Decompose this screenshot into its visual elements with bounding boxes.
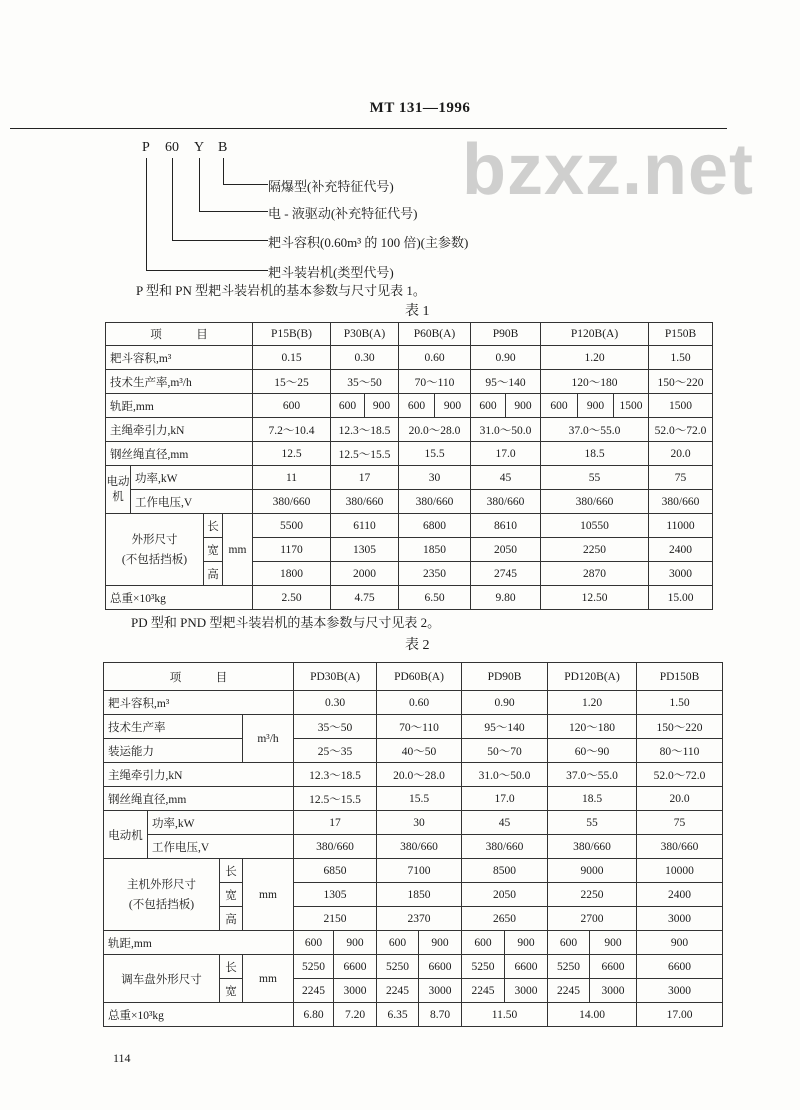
table-cell: 6.50 [399, 586, 471, 610]
connector-line-b [223, 158, 268, 185]
table-cell: 2245 [294, 979, 334, 1003]
table-cell: 工作电压,V [131, 490, 253, 514]
table-cell: 12.5～15.5 [294, 787, 377, 811]
table-cell: 52.0～72.0 [649, 418, 713, 442]
table-cell: 1.50 [637, 691, 723, 715]
table-cell: 18.5 [541, 442, 649, 466]
table-cell: 380/660 [399, 490, 471, 514]
table-cell: 4.75 [331, 586, 399, 610]
table-cell: 5250 [462, 955, 505, 979]
table-cell: 7.2～10.4 [253, 418, 331, 442]
table-cell: m³/h [243, 715, 294, 763]
table-cell: 6.35 [377, 1003, 419, 1027]
table-cell: 长 [220, 859, 243, 883]
table-row [104, 763, 723, 787]
table-cell: 380/660 [649, 490, 713, 514]
table-cell: 1.20 [548, 691, 637, 715]
table-cell: 宽 [220, 883, 243, 907]
table-cell: mm [243, 859, 294, 931]
table-cell: 2745 [471, 562, 541, 586]
table-cell: 主绳牵引力,kN [104, 763, 294, 787]
table-cell: 6600 [637, 955, 723, 979]
table-cell: 30 [399, 466, 471, 490]
table-cell: 95～140 [471, 370, 541, 394]
table-cell: 6850 [294, 859, 377, 883]
table-cell: 8610 [471, 514, 541, 538]
table-header-cell: P150B [649, 323, 713, 346]
table-cell: 3000 [505, 979, 548, 1003]
table2-caption: 表 2 [405, 638, 430, 653]
table-cell: 9000 [548, 859, 637, 883]
table-cell: 1170 [253, 538, 331, 562]
table-cell: 高 [204, 562, 223, 586]
table-cell: 1.50 [649, 346, 713, 370]
table-row [106, 490, 713, 514]
table-cell: 7.20 [334, 1003, 377, 1027]
table-header-cell: PD120B(A) [548, 663, 637, 691]
table-cell: 2250 [541, 538, 649, 562]
watermark: bzxz.net [462, 130, 755, 210]
table-cell: 2245 [377, 979, 419, 1003]
table-row [106, 418, 713, 442]
table-cell: 2050 [462, 883, 548, 907]
table-row [104, 1003, 723, 1027]
table-row [104, 859, 723, 883]
table-cell: 3000 [649, 562, 713, 586]
table-cell: 装运能力 [104, 739, 243, 763]
table-1 [105, 322, 713, 610]
table-cell: 37.0～55.0 [541, 418, 649, 442]
table-cell: 900 [590, 931, 637, 955]
table-cell: 2245 [548, 979, 590, 1003]
table-cell: 17 [294, 811, 377, 835]
table-cell: 耙斗容积,m³ [106, 346, 253, 370]
table-cell: 2150 [294, 907, 377, 931]
table-cell: 0.15 [253, 346, 331, 370]
table-cell: 6600 [590, 955, 637, 979]
table-cell: 0.60 [399, 346, 471, 370]
table-cell: 1850 [377, 883, 462, 907]
table-cell: 2245 [462, 979, 505, 1003]
table-cell: 6.80 [294, 1003, 334, 1027]
table-cell: 600 [471, 394, 506, 418]
table-cell: 900 [506, 394, 541, 418]
table-cell: 2400 [649, 538, 713, 562]
table-cell: 宽 [204, 538, 223, 562]
table-row [104, 835, 723, 859]
table-row [106, 394, 713, 418]
table-cell: 17.0 [471, 442, 541, 466]
table-cell: 20.0～28.0 [377, 763, 462, 787]
table-cell: 50～70 [462, 739, 548, 763]
table-cell: 3000 [637, 979, 723, 1003]
table-cell: 电动机 [104, 811, 148, 859]
table-header-row [106, 323, 713, 346]
table-header-cell: P90B [471, 323, 541, 346]
table-cell: 0.90 [471, 346, 541, 370]
table-cell: 8.70 [419, 1003, 462, 1027]
table-cell: 600 [253, 394, 331, 418]
table-cell: 主绳牵引力,kN [106, 418, 253, 442]
table-cell: 2650 [462, 907, 548, 931]
table-row [106, 370, 713, 394]
table-cell: 6110 [331, 514, 399, 538]
table-cell: 37.0～55.0 [548, 763, 637, 787]
table-cell: 52.0～72.0 [637, 763, 723, 787]
table1-caption: 表 1 [405, 304, 430, 319]
table-cell: 2050 [471, 538, 541, 562]
table-cell: 长 [204, 514, 223, 538]
table-cell: 6800 [399, 514, 471, 538]
table-cell: 工作电压,V [148, 835, 294, 859]
table-cell: 900 [334, 931, 377, 955]
table-cell: 380/660 [462, 835, 548, 859]
table-cell: 20.0 [649, 442, 713, 466]
table-cell: 长 [220, 955, 243, 979]
table-cell: 600 [462, 931, 505, 955]
table-cell: 45 [462, 811, 548, 835]
table-cell: 20.0～28.0 [399, 418, 471, 442]
table-cell: 宽 [220, 979, 243, 1003]
table-cell: 2370 [377, 907, 462, 931]
table-cell: 6600 [419, 955, 462, 979]
table-row [106, 442, 713, 466]
code-desc-60: 耙斗容积(0.60m³ 的 100 倍)(主参数) [268, 235, 469, 250]
code-letter-b: B [218, 140, 228, 155]
table-cell: 900 [365, 394, 399, 418]
table-cell: 3000 [334, 979, 377, 1003]
table-header-cell: 项 目 [104, 663, 294, 691]
table-cell: 900 [578, 394, 614, 418]
table-cell: 6600 [505, 955, 548, 979]
table-cell: 15.5 [399, 442, 471, 466]
table-header-cell: PD90B [462, 663, 548, 691]
table-cell: 1.20 [541, 346, 649, 370]
code-letter-y: Y [194, 140, 205, 155]
table-cell: 0.30 [331, 346, 399, 370]
table-header-cell: 项 目 [106, 323, 253, 346]
table-cell: 0.60 [377, 691, 462, 715]
table-cell: 75 [637, 811, 723, 835]
table-cell: 17 [331, 466, 399, 490]
table-cell: 600 [377, 931, 419, 955]
table-cell: 120～180 [548, 715, 637, 739]
table-cell: 600 [331, 394, 365, 418]
table-cell: 6600 [334, 955, 377, 979]
table-row [104, 955, 723, 979]
table-cell: 30 [377, 811, 462, 835]
table-cell: 5250 [548, 955, 590, 979]
table-cell: 1305 [294, 883, 377, 907]
table-cell: 900 [435, 394, 471, 418]
table-cell: 900 [505, 931, 548, 955]
table-cell: 380/660 [377, 835, 462, 859]
table-row [104, 715, 723, 739]
table-row [104, 739, 723, 763]
table-cell: 12.3～18.5 [331, 418, 399, 442]
table-cell: 0.90 [462, 691, 548, 715]
table-cell: 技术生产率,m³/h [106, 370, 253, 394]
table-cell: 轨距,mm [104, 931, 294, 955]
table-cell: 功率,kW [148, 811, 294, 835]
code-letter-60: 60 [165, 140, 179, 155]
table-cell: 20.0 [637, 787, 723, 811]
table-cell: 2.50 [253, 586, 331, 610]
code-letter-p: P [142, 140, 150, 155]
table-cell: 15～25 [253, 370, 331, 394]
table-cell: 1500 [614, 394, 649, 418]
table-cell: 380/660 [253, 490, 331, 514]
table-cell: 主机外形尺寸 (不包括挡板) [104, 859, 220, 931]
table-cell: 80～110 [637, 739, 723, 763]
table-cell: 600 [399, 394, 435, 418]
table-cell: 钢丝绳直径,mm [106, 442, 253, 466]
table-cell: 2700 [548, 907, 637, 931]
table-2 [103, 662, 723, 1027]
table-cell: 2870 [541, 562, 649, 586]
table-cell: 12.3～18.5 [294, 763, 377, 787]
table-cell: 55 [541, 466, 649, 490]
table-header-cell: P30B(A) [331, 323, 399, 346]
table-cell: 调车盘外形尺寸 [104, 955, 220, 1003]
table-header-cell: PD30B(A) [294, 663, 377, 691]
table-cell: 25～35 [294, 739, 377, 763]
table-header-cell: P120B(A) [541, 323, 649, 346]
table-cell: 380/660 [331, 490, 399, 514]
table-cell: 电动机 [106, 466, 131, 514]
table-cell: 12.50 [541, 586, 649, 610]
table-cell: 技术生产率 [104, 715, 243, 739]
table-cell: 600 [294, 931, 334, 955]
table-row [106, 346, 713, 370]
table-cell: 45 [471, 466, 541, 490]
table-cell: 钢丝绳直径,mm [104, 787, 294, 811]
table-cell: 150～220 [649, 370, 713, 394]
table-cell: 150～220 [637, 715, 723, 739]
table-cell: 2000 [331, 562, 399, 586]
table-cell: 60～90 [548, 739, 637, 763]
table-cell: 功率,kW [131, 466, 253, 490]
table-header-cell: PD60B(A) [377, 663, 462, 691]
table-cell: 380/660 [548, 835, 637, 859]
table-cell: 总重×10³kg [104, 1003, 294, 1027]
table-cell: 55 [548, 811, 637, 835]
table-cell: 31.0～50.0 [471, 418, 541, 442]
table-cell: 0.30 [294, 691, 377, 715]
table-cell: 10550 [541, 514, 649, 538]
table-cell: 5500 [253, 514, 331, 538]
table-row [106, 514, 713, 538]
table-cell: mm [223, 514, 253, 586]
table-cell: 1800 [253, 562, 331, 586]
code-desc-y: 电 - 液驱动(补充特征代号) [268, 206, 418, 221]
table-cell: 900 [637, 931, 723, 955]
table-cell: 14.00 [548, 1003, 637, 1027]
table-cell: 15.00 [649, 586, 713, 610]
table-cell: 8500 [462, 859, 548, 883]
table-cell: 17.0 [462, 787, 548, 811]
table-cell: 18.5 [548, 787, 637, 811]
table-cell: 900 [419, 931, 462, 955]
standard-header: MT 131—1996 [369, 100, 471, 116]
table-cell: 2250 [548, 883, 637, 907]
table-row [104, 811, 723, 835]
table-cell: 95～140 [462, 715, 548, 739]
table-cell: 3000 [590, 979, 637, 1003]
table-cell: 2400 [637, 883, 723, 907]
paragraph-table1-intro: P 型和 PN 型耙斗装岩机的基本参数与尺寸见表 1。 [136, 283, 426, 298]
table-cell: 3000 [419, 979, 462, 1003]
table-cell: 17.00 [637, 1003, 723, 1027]
code-desc-b: 隔爆型(补充特征代号) [268, 179, 394, 194]
table-cell: 11.50 [462, 1003, 548, 1027]
table-cell: 380/660 [294, 835, 377, 859]
table-cell: 31.0～50.0 [462, 763, 548, 787]
table-cell: 70～110 [377, 715, 462, 739]
table-cell: 1850 [399, 538, 471, 562]
table-cell: 总重×10³kg [106, 586, 253, 610]
paragraph-table2-intro: PD 型和 PND 型耙斗装岩机的基本参数与尺寸见表 2。 [131, 615, 441, 630]
table-header-row [104, 663, 723, 691]
table-row [104, 931, 723, 955]
table-row [106, 586, 713, 610]
table-cell: 耙斗容积,m³ [104, 691, 294, 715]
table-cell: 380/660 [541, 490, 649, 514]
table-header-cell: P15B(B) [253, 323, 331, 346]
table-row [106, 466, 713, 490]
table-cell: 1500 [649, 394, 713, 418]
table-cell: 2350 [399, 562, 471, 586]
table-cell: 11 [253, 466, 331, 490]
table-cell: 12.5 [253, 442, 331, 466]
table-cell: 380/660 [637, 835, 723, 859]
table-cell: 11000 [649, 514, 713, 538]
table-cell: 5250 [294, 955, 334, 979]
table-cell: 35～50 [294, 715, 377, 739]
table-cell: mm [243, 955, 294, 1003]
code-desc-p: 耙斗装岩机(类型代号) [268, 265, 394, 280]
table-cell: 高 [220, 907, 243, 931]
table-row [104, 691, 723, 715]
table-cell: 40～50 [377, 739, 462, 763]
table-row [104, 787, 723, 811]
table-cell: 600 [541, 394, 578, 418]
table-cell: 9.80 [471, 586, 541, 610]
table-cell: 75 [649, 466, 713, 490]
table-cell: 35～50 [331, 370, 399, 394]
header-rule [10, 128, 727, 129]
table-header-cell: P60B(A) [399, 323, 471, 346]
table-cell: 70～110 [399, 370, 471, 394]
table-cell: 7100 [377, 859, 462, 883]
page-number: 114 [113, 1051, 131, 1065]
table-cell: 轨距,mm [106, 394, 253, 418]
table-cell: 120～180 [541, 370, 649, 394]
table-cell: 600 [548, 931, 590, 955]
table-cell: 1305 [331, 538, 399, 562]
table-cell: 10000 [637, 859, 723, 883]
table-cell: 3000 [637, 907, 723, 931]
table-cell: 12.5～15.5 [331, 442, 399, 466]
table-cell: 5250 [377, 955, 419, 979]
table-cell: 外形尺寸 (不包括挡板) [106, 514, 204, 586]
table-cell: 380/660 [471, 490, 541, 514]
table-cell: 15.5 [377, 787, 462, 811]
table-header-cell: PD150B [637, 663, 723, 691]
